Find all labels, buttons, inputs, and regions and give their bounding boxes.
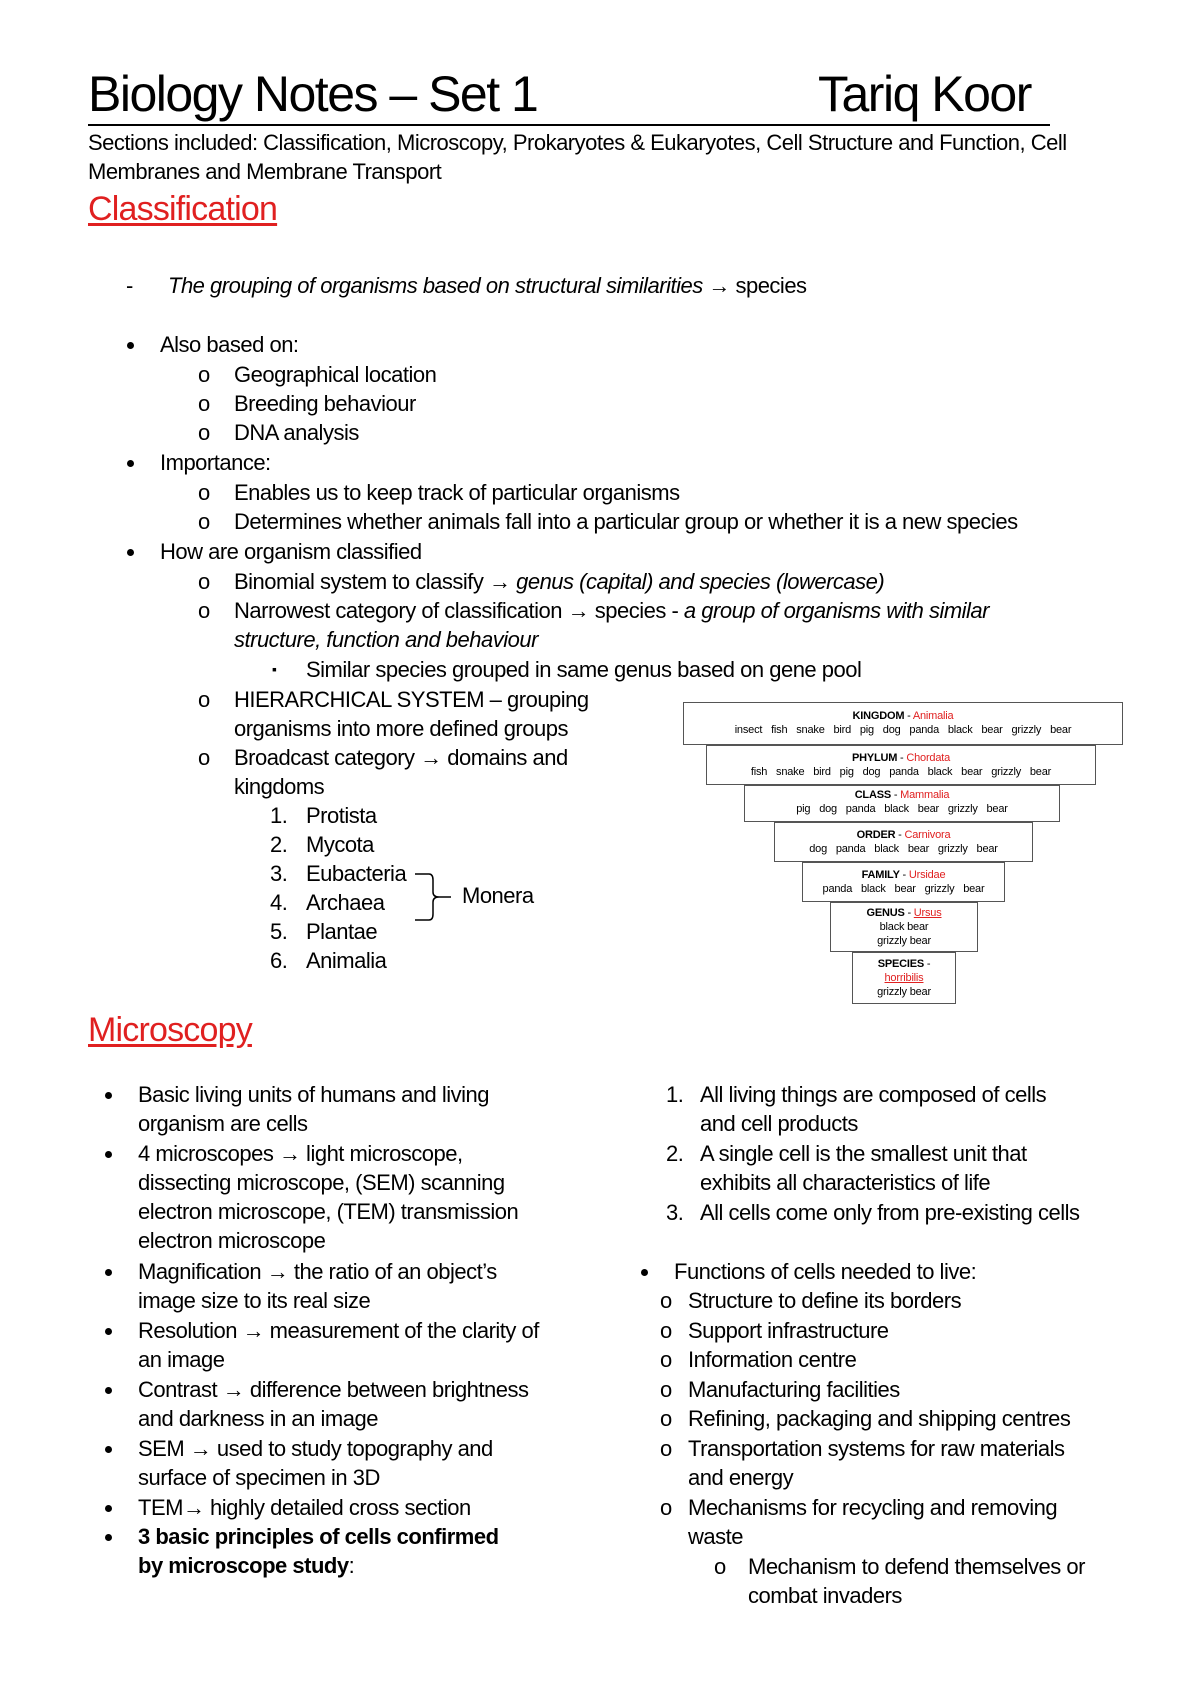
- bullet-magnification: Magnification → the ratio of an object’s image size to its real size: [138, 1259, 497, 1313]
- square-marker: ▪: [272, 661, 277, 677]
- circle-marker: o: [660, 1495, 672, 1520]
- principle-item: All living things are composed of cells and cell products: [700, 1082, 1047, 1136]
- kingdom-item: Mycota: [306, 832, 374, 857]
- principle-item: All cells come only from pre-existing cells: [700, 1200, 1080, 1225]
- kingdom-item: Animalia: [306, 948, 387, 973]
- similar-species: Similar species grouped in same genus based on gene pool: [306, 657, 862, 682]
- bullet-sem: SEM → used to study topography and surface of specimen in 3D: [138, 1436, 493, 1490]
- pyramid-tier-phylum: PHYLUM - Chordata fish snake bird pig dog panda black bear grizzly bear: [706, 745, 1096, 785]
- circle-marker: o: [198, 391, 210, 416]
- broadcast-category: Broadcast category → domains and: [234, 745, 568, 770]
- narrowest-category-cont: structure, function and behaviour: [234, 627, 538, 652]
- bullet-also-based-on: Also based on:: [160, 332, 299, 357]
- monera-brace: [415, 872, 455, 922]
- circle-marker: o: [660, 1436, 672, 1461]
- monera-label: Monera: [462, 883, 534, 908]
- kingdom-item: Plantae: [306, 919, 378, 944]
- classification-definition: The grouping of organisms based on structural similarities → species: [168, 273, 807, 298]
- circle-marker: o: [198, 362, 210, 387]
- function-item: Manufacturing facilities: [688, 1377, 900, 1402]
- sections-included: Sections included: Classification, Microscopy, Prokaryotes & Eukaryotes, Cell Structure and Function, Cell Membranes and Membrane Transport: [88, 130, 1067, 184]
- bullet-basic-units: Basic living units of humans and living organism are cells: [138, 1082, 490, 1136]
- circle-marker: o: [714, 1554, 726, 1579]
- circle-marker: o: [660, 1347, 672, 1372]
- circle-marker: o: [198, 687, 210, 712]
- kingdom-number: 3.: [270, 861, 288, 886]
- kingdom-item: Eubacteria: [306, 861, 407, 886]
- pyramid-tier-order: ORDER - Carnivora dog panda black bear grizzly bear: [774, 822, 1033, 862]
- function-item: Transportation systems for raw materials and energy: [688, 1436, 1065, 1490]
- pyramid-tier-genus: GENUS - Ursus black bear grizzly bear: [830, 902, 978, 952]
- bullet-functions: Functions of cells needed to live:: [674, 1259, 977, 1284]
- circle-marker: o: [198, 569, 210, 594]
- function-item: Refining, packaging and shipping centres: [688, 1406, 1071, 1431]
- list-item: DNA analysis: [234, 420, 359, 445]
- principle-number: 1.: [666, 1082, 684, 1107]
- pyramid-tier-class: CLASS - Mammalia pig dog panda black bear grizzly bear: [744, 785, 1060, 822]
- function-item: Support infrastructure: [688, 1318, 889, 1343]
- broadcast-category-cont: kingdoms: [234, 774, 325, 799]
- bullet-resolution: Resolution → measurement of the clarity of an image: [138, 1318, 539, 1372]
- defend-item: Mechanism to defend themselves or combat invaders: [748, 1554, 1085, 1608]
- circle-marker: o: [198, 480, 210, 505]
- list-item: Determines whether animals fall into a particular group or whether it is a new species: [234, 509, 1018, 534]
- principle-number: 3.: [666, 1200, 684, 1225]
- hierarchical-system-cont: organisms into more defined groups: [234, 716, 568, 741]
- bullet-importance: Importance:: [160, 450, 271, 475]
- hierarchical-system: HIERARCHICAL SYSTEM – grouping: [234, 687, 589, 712]
- circle-marker: o: [660, 1288, 672, 1313]
- microscopy-heading: Microscopy: [88, 1011, 252, 1049]
- bullet-principles: 3 basic principles of cells confirmed by microscope study:: [138, 1524, 499, 1578]
- kingdom-item: Protista: [306, 803, 377, 828]
- circle-marker: o: [198, 509, 210, 534]
- list-item: Enables us to keep track of particular organisms: [234, 480, 680, 505]
- narrowest-category: Narrowest category of classification → species - a group of organisms with similar: [234, 598, 989, 623]
- pyramid-tier-kingdom: KINGDOM - Animalia insect fish snake bird pig dog panda black bear grizzly bear: [683, 702, 1123, 745]
- bullet-tem: TEM→ highly detailed cross section: [138, 1495, 471, 1520]
- kingdom-item: Archaea: [306, 890, 385, 915]
- circle-marker: o: [198, 745, 210, 770]
- kingdom-number: 1.: [270, 803, 288, 828]
- kingdom-number: 6.: [270, 948, 288, 973]
- principle-number: 2.: [666, 1141, 684, 1166]
- circle-marker: o: [660, 1377, 672, 1402]
- function-item: Information centre: [688, 1347, 857, 1372]
- kingdom-number: 2.: [270, 832, 288, 857]
- function-item: Mechanisms for recycling and removing waste: [688, 1495, 1058, 1549]
- classification-heading: Classification: [88, 190, 278, 228]
- binomial-system: Binomial system to classify → genus (capital) and species (lowercase): [234, 569, 885, 594]
- bullet-microscopes: 4 microscopes → light microscope, dissecting microscope, (SEM) scanning electron microscope, (TEM) transmission electron microscope: [138, 1141, 519, 1253]
- function-item: Structure to define its borders: [688, 1288, 962, 1313]
- pyramid-tier-family: FAMILY - Ursidae panda black bear grizzly bear: [802, 862, 1005, 902]
- kingdom-number: 4.: [270, 890, 288, 915]
- document-title: [88, 64, 1050, 126]
- dash-marker: -: [126, 273, 133, 298]
- title-text: Biology Notes – Set 1: [88, 66, 538, 122]
- circle-marker: o: [198, 420, 210, 445]
- list-item: Geographical location: [234, 362, 437, 387]
- circle-marker: o: [660, 1318, 672, 1343]
- principle-item: A single cell is the smallest unit that exhibits all characteristics of life: [700, 1141, 1027, 1195]
- circle-marker: o: [660, 1406, 672, 1431]
- bullet-how-classified: How are organism classified: [160, 539, 422, 564]
- circle-marker: o: [198, 598, 210, 623]
- author-name: Tariq Koor: [818, 66, 1031, 122]
- pyramid-tier-species: SPECIES - horribilis grizzly bear: [852, 952, 956, 1004]
- kingdom-number: 5.: [270, 919, 288, 944]
- list-item: Breeding behaviour: [234, 391, 416, 416]
- bullet-contrast: Contrast → difference between brightness and darkness in an image: [138, 1377, 529, 1431]
